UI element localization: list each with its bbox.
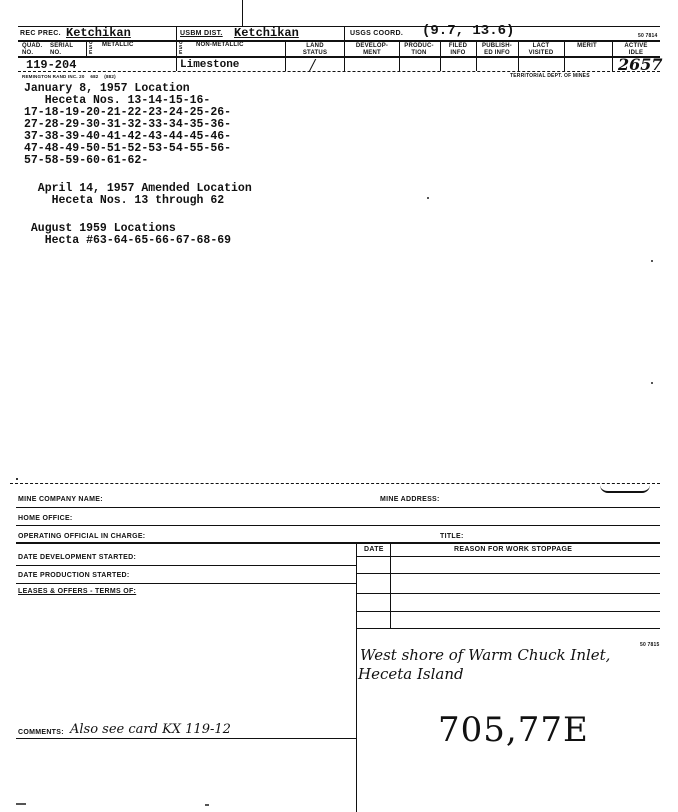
mine-address-label: MINE ADDRESS:: [380, 496, 440, 503]
col-serial-no: SERIAL NO.: [50, 43, 74, 56]
col-lact-visited: LACT VISITED: [528, 43, 554, 56]
comments-value: Also see card KX 119-12: [70, 722, 231, 737]
note-line: Heceta Nos. 13 through 62: [24, 194, 225, 207]
active-idle-value: 2657: [618, 55, 663, 74]
home-office-rule: [16, 525, 660, 526]
col-use-1: U S E: [89, 40, 93, 56]
col-divider-use2: [176, 40, 177, 56]
stoppage-row-rule-1: [356, 573, 660, 574]
scan-speck: [16, 478, 18, 480]
scan-mark: [600, 485, 650, 493]
scan-speck: [651, 260, 653, 262]
note-line: April 14, 1957 Amended Location: [24, 182, 252, 195]
mine-company-name-label: MINE COMPANY NAME:: [18, 496, 103, 503]
quad-serial-value: 119-204: [26, 58, 77, 72]
date-production-label: DATE PRODUCTION STARTED:: [18, 572, 130, 579]
comments-rule: [16, 738, 356, 739]
note-line: 57-58-59-60-61-62-: [24, 154, 149, 167]
col-merit: MERIT: [577, 43, 597, 49]
form-code-top: 50 7814: [638, 33, 658, 39]
col-land-status: LAND STATUS: [302, 43, 328, 56]
col-quad-no: QUAD. NO.: [22, 43, 43, 56]
date-column-divider: [390, 542, 391, 628]
mine-company-rule: [16, 507, 660, 508]
header-divider-2: [344, 26, 345, 71]
date-development-rule: [16, 565, 356, 566]
rec-prec-label: REC PREC.: [20, 30, 61, 37]
stoppage-row-rule-3: [356, 611, 660, 612]
col-nonmetallic: NON-METALLIC: [196, 42, 244, 48]
col-published-info: PUBLISH- ED INFO: [482, 43, 512, 56]
scan-speck: [205, 804, 209, 806]
note-line: 37-38-39-40-41-42-43-44-45-46-: [24, 130, 232, 143]
land-status-value: /: [310, 56, 316, 74]
note-line: 47-48-49-50-51-52-53-54-55-56-: [24, 142, 232, 155]
printer-note: REMINGTON RAND INC. 20 682 (882): [22, 74, 116, 79]
usgs-coord-label: USGS COORD.: [350, 30, 404, 37]
handwritten-number: 705,77E: [438, 710, 589, 750]
territorial-note: TERRITORIAL DEPT. OF MINES: [510, 73, 590, 79]
operating-official-rule: [16, 542, 660, 544]
title-label: TITLE:: [440, 533, 464, 540]
usbm-dist-value: Ketchikan: [234, 26, 299, 40]
handwritten-location-line1: West shore of Warm Chuck Inlet,: [360, 646, 611, 664]
reason-label: REASON FOR WORK STOPPAGE: [454, 546, 573, 553]
col-metallic: METALLIC: [102, 42, 134, 48]
comments-label: COMMENTS:: [18, 729, 64, 736]
scan-speck: [16, 803, 26, 805]
home-office-label: HOME OFFICE:: [18, 515, 73, 522]
date-development-label: DATE DEVELOPMENT STARTED:: [18, 554, 137, 561]
col-development: DEVELOP- MENT: [355, 43, 389, 56]
scan-speck: [651, 382, 653, 384]
col-active-idle: ACTIVE IDLE: [624, 43, 648, 56]
operating-official-label: OPERATING OFFICIAL IN CHARGE:: [18, 533, 146, 540]
note-line: Hecta #63-64-65-66-67-68-69: [24, 234, 232, 247]
usgs-coord-value: (9.7, 13.6): [422, 23, 515, 39]
location-notes: [24, 83, 252, 247]
stoppage-row-rule-2: [356, 593, 660, 594]
col-filed-info: FILED INFO: [448, 43, 468, 56]
nonmetallic-value: Limestone: [180, 59, 240, 71]
col-use-2: U S E: [179, 40, 183, 56]
top-edge-stub: [242, 0, 243, 26]
note-line: 17-18-19-20-21-22-23-24-25-26-: [24, 106, 232, 119]
date-reason-header-rule: [356, 556, 660, 557]
leases-label: LEASES & OFFERS - TERMS OF:: [18, 588, 137, 595]
date-label: DATE: [364, 546, 384, 553]
stoppage-row-rule-4: [356, 628, 660, 629]
note-line: [24, 167, 252, 183]
scan-speck: [427, 197, 429, 199]
date-production-rule: [16, 583, 356, 584]
col-divider-use1: [86, 40, 87, 56]
rec-prec-value: Ketchikan: [66, 26, 131, 40]
note-line: August 1959 Locations: [24, 222, 176, 235]
form-code-bottom: 50 7815: [640, 642, 660, 648]
form-right-column-divider: [356, 542, 357, 812]
handwritten-location-line2: Heceta Island: [358, 665, 464, 683]
col-production: PRODUC- TION: [404, 43, 434, 56]
note-line: 27-28-29-30-31-32-33-34-35-36-: [24, 118, 232, 131]
note-line: [24, 207, 252, 223]
header-bottom-rule: [18, 71, 660, 72]
bottom-form-top-rule: [10, 483, 660, 484]
usbm-dist-label: USBM DIST.: [180, 30, 223, 37]
note-line: January 8, 1957 Location: [24, 82, 190, 95]
header-row2-rule: [18, 56, 660, 58]
note-line: Heceta Nos. 13-14-15-16-: [24, 94, 211, 107]
